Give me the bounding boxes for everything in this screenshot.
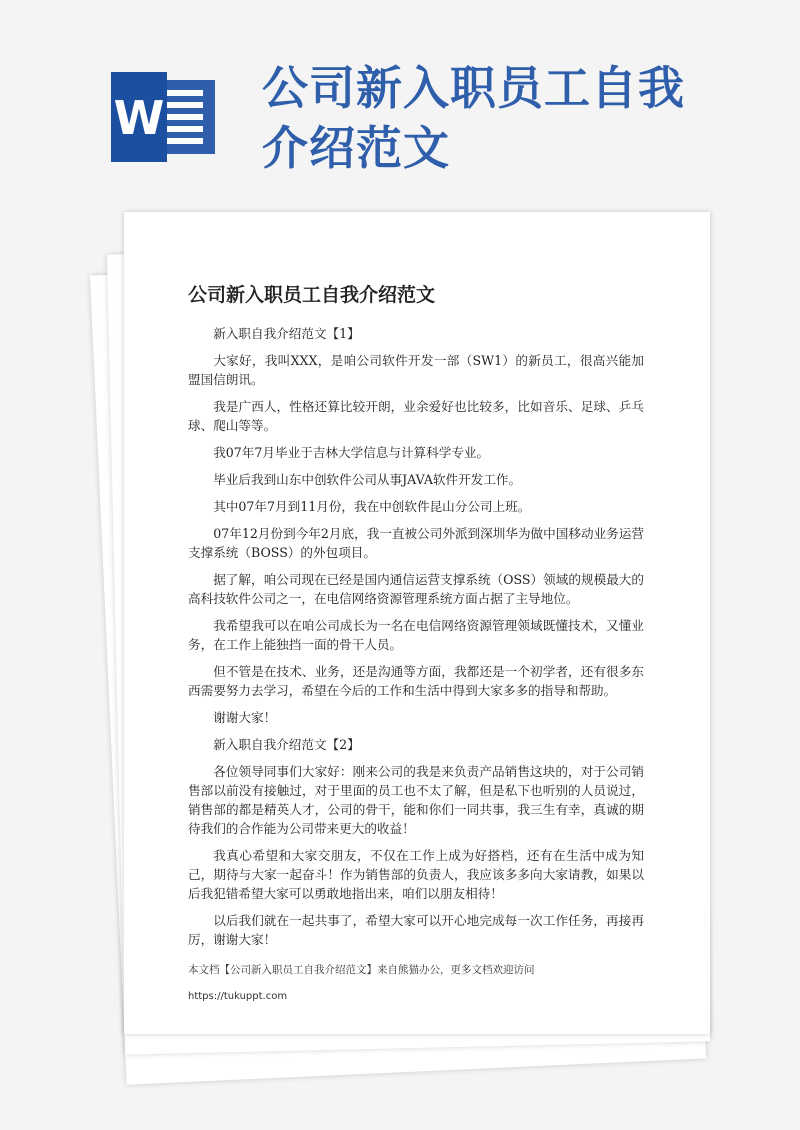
paragraph: 以后我们就在一起共事了，希望大家可以开心地完成每一次工作任务，再接再厉，谢谢大家！ [188,913,644,947]
paragraph: 我真心希望和大家交朋友，不仅在工作上成为好搭档，还有在生活中成为知己，期待与大家一起奋斗！作为销售部的负责人，我应该多多向大家请教，如果以后我犯错希望大家可以勇敢地指出来，咱们以朋友相待！ [188,848,644,901]
footer-note: 本文档【公司新入职员工自我介绍范文】来自熊猫办公，更多文档欢迎访问 [188,964,535,976]
paragraph: 但不管是在技术、业务，还是沟通等方面，我都还是一个初学者，还有很多东西需要努力去学习，希望在今后的工作和生活中得到大家多多的指导和帮助。 [188,664,644,698]
document-body [188,324,644,957]
word-logo-graphic [111,72,217,162]
paragraph: 我是广西人，性格还算比较开朗，业余爱好也比较多，比如音乐、足球、乒乓球、爬山等等。 [188,399,644,433]
paragraph: 各位领导同事们大家好：刚来公司的我是来负责产品销售这块的，对于公司销售部以前没有接触过，对于里面的员工也不太了解，但是私下也听别的人员说过，销售部的都是精英人才，公司的骨干，能和你们一同共事，我三生有幸，真诚的期待我们的合作能为公司带来更大的收益！ [188,764,644,836]
paragraph: 我07年7月毕业于吉林大学信息与计算科学专业。 [213,445,490,460]
paragraph: 新入职自我介绍范文【1】 [213,326,360,341]
paragraph: 谢谢大家！ [213,710,277,725]
paragraph: 据了解，咱公司现在已经是国内通信运营支撑系统（OSS）领域的规模最大的高科技软件公司之一，在电信网络资源管理系统方面占据了主导地位。 [188,572,644,606]
paragraph: 大家好，我叫XXX，是咱公司软件开发一部（SW1）的新员工，很高兴能加盟国信朗讯。 [188,353,644,387]
banner-title: 公司新入职员工自我介绍范文 [262,61,685,175]
document-footer [188,962,658,1016]
paragraph: 07年12月份到今年2月底，我一直被公司外派到深圳华为做中国移动业务运营支撑系统（BOSS）的外包项目。 [188,526,644,560]
document-page [124,212,710,1034]
paragraph: 新入职自我介绍范文【2】 [213,737,360,752]
word-logo-icon [111,72,217,162]
paragraph: 我希望我可以在咱公司成长为一名在电信网络资源管理领域既懂技术，又懂业务，在工作上能独挡一面的骨干人员。 [188,618,644,652]
document-title: 公司新入职员工自我介绍范文 [188,284,436,306]
footer-url-link[interactable]: https://tukuppt.com [188,991,288,1002]
word-logo-letter: W [113,91,165,145]
paragraph: 其中07年7月到11月份，我在中创软件昆山分公司上班。 [213,499,531,514]
paragraph: 毕业后我到山东中创软件公司从事JAVA软件开发工作。 [213,472,522,487]
